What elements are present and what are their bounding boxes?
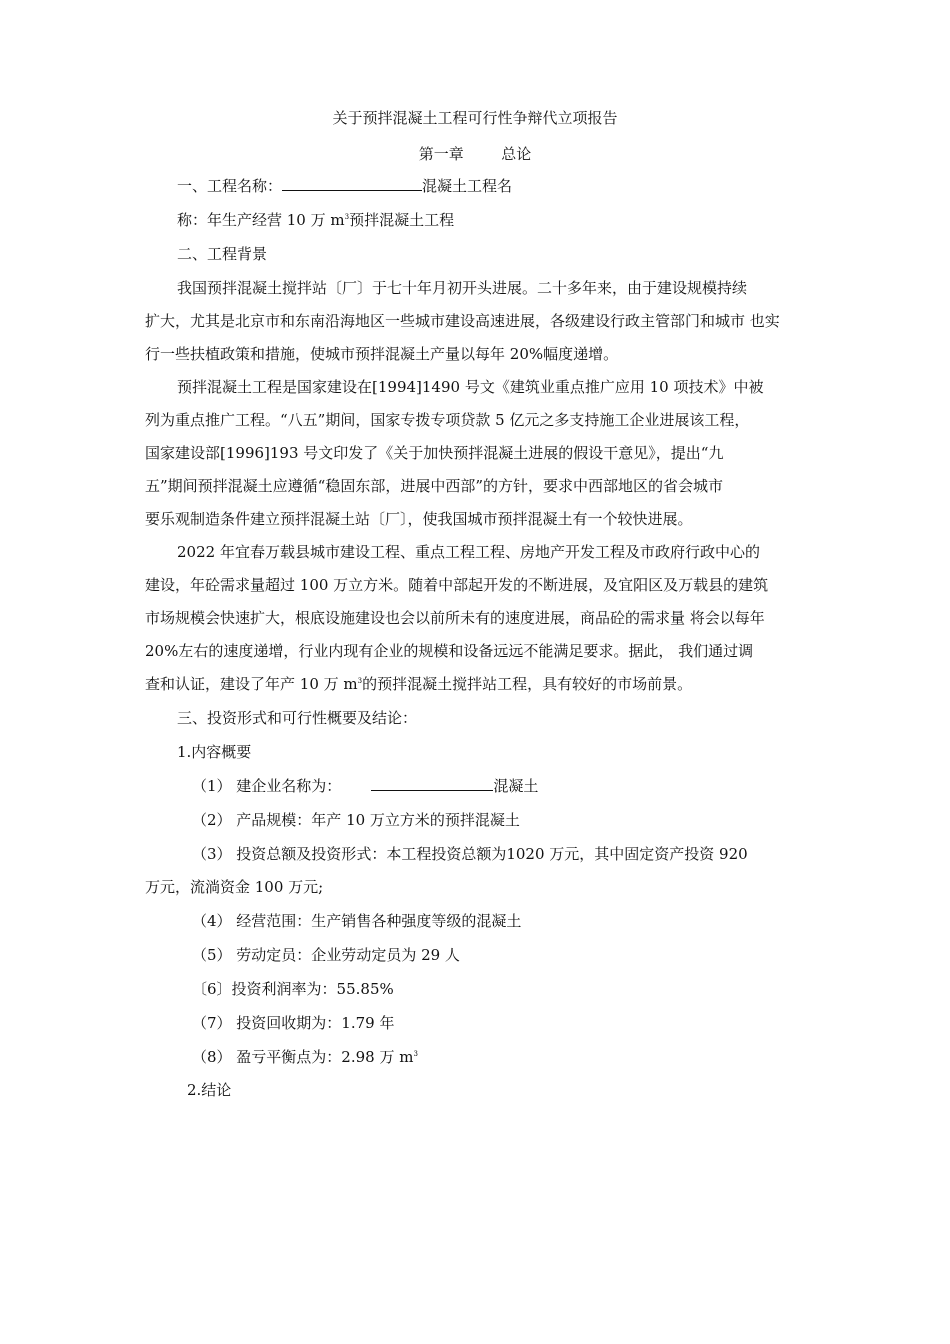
subsection-2-heading: 2.结论 (187, 1081, 232, 1099)
p1-line-2: 扩大，尤其是北京市和东南沿海地区一些城市建设高速进展，各级建设行政主管部门和城市 也实 (145, 312, 780, 330)
p2-line-3: 国家建设部[1996]193 号文印发了《关于加快预拌混凝土进展的假设干意见》，提出“九 (145, 444, 724, 462)
p3-line-5-text-end: 的预拌混凝土搅拌站工程，具有较好的市场前景。 (362, 675, 693, 693)
project-name-line (177, 176, 512, 196)
cubic-superscript: 3 (357, 677, 363, 685)
project-name-line-2 (177, 210, 454, 230)
cubic-superscript: 3 (344, 213, 350, 221)
item-1-tail: 混凝土 (493, 777, 539, 795)
item-7: （7） 投资回收期为：1.79 年 (192, 1014, 395, 1032)
project-name-text: 称：年生产经营 10 万 m (177, 211, 345, 229)
p3-line-5 (145, 674, 692, 694)
section-2-heading: 二、工程背景 (177, 245, 268, 263)
project-name-tail: 混凝土工程名 (422, 177, 513, 195)
item-8 (192, 1047, 418, 1067)
item-6: 〔6〕投资利润率为：55.85% (192, 980, 394, 998)
cubic-superscript: 3 (413, 1050, 418, 1058)
chapter-name: 总论 (501, 145, 532, 163)
item-5: （5） 劳动定员：企业劳动定员为 29 人 (192, 946, 460, 964)
project-name-blank (282, 176, 422, 191)
item-2: （2） 产品规模：年产 10 万立方米的预拌混凝土 (192, 811, 520, 829)
p3-line-5-text: 查和认证，建设了年产 10 万 m (145, 675, 358, 693)
document-title: 关于预拌混凝土工程可行性争辩代立项报告 (332, 109, 618, 127)
item-3-line-1: （3） 投资总额及投资形式：本工程投资总额为1020 万元，其中固定资产投资 920 (192, 845, 748, 863)
section-3-heading: 三、投资形式和可行性概要及结论： (177, 709, 418, 727)
item-4: （4） 经营范围：生产销售各种强度等级的混凝土 (192, 912, 522, 930)
p3-line-1: 2022 年宜春万载县城市建设工程、重点工程工程、房地产开发工程及市政府行政中心的 (177, 543, 760, 561)
subsection-1-heading: 1.内容概要 (177, 743, 252, 761)
p3-line-2: 建设，年砼需求量超过 100 万立方米。随着中部起开发的不断进展，及宜阳区及万载县的建筑 (145, 576, 769, 594)
p2-line-2: 列为重点推广工程。“八五”期间，国家专拨专项贷款 5 亿元之多支持施工企业进展该工程， (145, 411, 750, 429)
project-name-text-end: 预拌混凝土工程 (349, 211, 455, 229)
item-3-line-2: 万元，流淌资金 100 万元; (145, 878, 324, 896)
chapter-number: 第一章 (418, 145, 464, 163)
item-1 (192, 776, 538, 796)
p3-line-3: 市场规模会快速扩大，根底设施建设也会以前所未有的速度进展，商品砼的需求量 将会以每年 (145, 609, 765, 627)
p1-line-3: 行一些扶植政策和措施，使城市预拌混凝土产量以每年 20%幅度递增。 (145, 345, 619, 363)
item-1-label: （1） 建企业名称为： (192, 777, 342, 795)
company-name-blank (371, 776, 493, 791)
p2-line-4: 五”期间预拌混凝土应遵循“稳固东部，进展中西部”的方针，要求中西部地区的省会城市 (145, 477, 724, 495)
p2-line-1: 预拌混凝土工程是国家建设在[1994]1490 号文《建筑业重点推广应用 10 项技术》中被 (177, 378, 764, 396)
project-name-label: 一、工程名称： (177, 177, 283, 195)
item-8-text: （8） 盈亏平衡点为：2.98 万 m (192, 1048, 414, 1066)
chapter-heading (0, 144, 950, 164)
p2-line-5: 要乐观制造条件建立预拌混凝土站〔厂〕，使我国城市预拌混凝土有一个较快进展。 (145, 510, 693, 528)
p1-line-1: 我国预拌混凝土搅拌站〔厂〕于七十年月初开头进展。二十多年来，由于建设规模持续 (177, 279, 748, 297)
p3-line-4: 20%左右的速度递增，行业内现有企业的规模和设备远远不能满足要求。据此， 我们通过调 (145, 642, 754, 660)
